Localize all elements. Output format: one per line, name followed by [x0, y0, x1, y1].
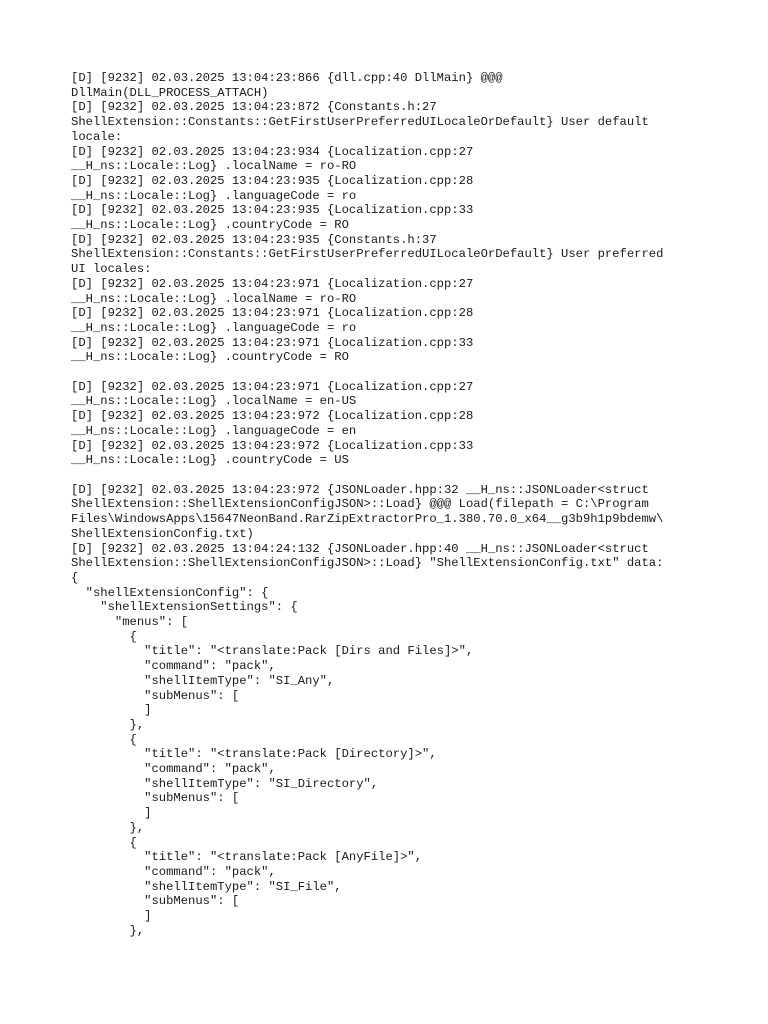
log-line: [D] [9232] 02.03.2025 13:04:23:971 {Localization.cpp:27 — [71, 276, 474, 291]
log-line: [D] [9232] 02.03.2025 13:04:23:971 {Localization.cpp:27 — [71, 379, 474, 394]
log-line: ] — [71, 909, 152, 924]
log-line: "subMenus": [ — [71, 791, 240, 806]
log-line: }, — [71, 923, 145, 938]
log-line: __H_ns::Locale::Log} .languageCode = en — [71, 423, 357, 438]
log-line: __H_ns::Locale::Log} .countryCode = US — [71, 453, 349, 468]
log-line: "command": "pack", — [71, 762, 276, 777]
log-line: "command": "pack", — [71, 659, 276, 674]
log-line: __H_ns::Locale::Log} .countryCode = RO — [71, 350, 349, 365]
log-line: "title": "<translate:Pack [Directory]>", — [71, 747, 437, 762]
log-line: UI locales: — [71, 262, 152, 277]
log-line: "title": "<translate:Pack [AnyFile]>", — [71, 850, 423, 865]
log-line: __H_ns::Locale::Log} .countryCode = RO — [71, 218, 349, 233]
document-page — [71, 71, 751, 938]
log-line: ShellExtensionConfig.txt) — [71, 526, 254, 541]
log-line: [D] [9232] 02.03.2025 13:04:23:971 {Localization.cpp:28 — [71, 306, 474, 321]
log-line: [D] [9232] 02.03.2025 13:04:23:972 {JSONLoader.hpp:32 __H_ns::JSONLoader<struct — [71, 482, 649, 497]
log-line: ShellExtension::ShellExtensionConfigJSON>::Load} "ShellExtensionConfig.txt" data: — [71, 556, 664, 571]
log-line: ] — [71, 806, 152, 821]
log-line: { — [71, 570, 79, 585]
log-line: "menus": [ — [71, 615, 189, 630]
log-line: { — [71, 732, 137, 747]
log-line: [D] [9232] 02.03.2025 13:04:23:872 {Constants.h:27 — [71, 100, 437, 115]
log-line: "command": "pack", — [71, 864, 276, 879]
log-line: [D] [9232] 02.03.2025 13:04:23:935 {Localization.cpp:33 — [71, 203, 474, 218]
log-line: { — [71, 629, 137, 644]
log-line: locale: — [71, 129, 123, 144]
log-line: DllMain(DLL_PROCESS_ATTACH) — [71, 85, 269, 100]
log-line: [D] [9232] 02.03.2025 13:04:23:934 {Localization.cpp:27 — [71, 144, 474, 159]
log-line: "subMenus": [ — [71, 688, 240, 703]
log-line: "shellExtensionSettings": { — [71, 600, 298, 615]
log-line: __H_ns::Locale::Log} .localName = en-US — [71, 394, 357, 409]
log-line: [D] [9232] 02.03.2025 13:04:23:971 {Localization.cpp:33 — [71, 335, 474, 350]
log-line: "shellExtensionConfig": { — [71, 585, 269, 600]
log-line: __H_ns::Locale::Log} .languageCode = ro — [71, 320, 357, 335]
log-line: __H_ns::Locale::Log} .languageCode = ro — [71, 188, 357, 203]
log-line: "title": "<translate:Pack [Dirs and Files]>", — [71, 644, 474, 659]
log-line: [D] [9232] 02.03.2025 13:04:23:935 {Localization.cpp:28 — [71, 173, 474, 188]
log-line: [D] [9232] 02.03.2025 13:04:23:866 {dll.cpp:40 DllMain} @@@ — [71, 71, 503, 85]
log-line: { — [71, 835, 137, 850]
log-line: __H_ns::Locale::Log} .localName = ro-RO — [71, 291, 357, 306]
log-line: ShellExtension::ShellExtensionConfigJSON>::Load} @@@ Load(filepath = C:\Program — [71, 497, 649, 512]
log-line: }, — [71, 820, 145, 835]
log-line: [D] [9232] 02.03.2025 13:04:23:972 {Localization.cpp:28 — [71, 409, 474, 424]
log-line: "shellItemType": "SI_File", — [71, 879, 342, 894]
log-line: [D] [9232] 02.03.2025 13:04:24:132 {JSONLoader.hpp:40 __H_ns::JSONLoader<struct — [71, 541, 649, 556]
log-line: }, — [71, 717, 145, 732]
log-text — [71, 71, 751, 938]
log-line: ShellExtension::Constants::GetFirstUserPreferredUILocaleOrDefault} User preferred — [71, 247, 664, 262]
log-line: "subMenus": [ — [71, 894, 240, 909]
log-line: ] — [71, 703, 152, 718]
log-line: [D] [9232] 02.03.2025 13:04:23:972 {Localization.cpp:33 — [71, 438, 474, 453]
log-line: [D] [9232] 02.03.2025 13:04:23:935 {Constants.h:37 — [71, 232, 437, 247]
log-line: "shellItemType": "SI_Directory", — [71, 776, 379, 791]
log-line: "shellItemType": "SI_Any", — [71, 673, 335, 688]
log-line: ShellExtension::Constants::GetFirstUserPreferredUILocaleOrDefault} User default — [71, 115, 649, 130]
log-line: Files\WindowsApps\15647NeonBand.RarZipExtractorPro_1.380.70.0_x64__g3b9h1p9bdemw\ — [71, 512, 664, 527]
log-line: __H_ns::Locale::Log} .localName = ro-RO — [71, 159, 357, 174]
